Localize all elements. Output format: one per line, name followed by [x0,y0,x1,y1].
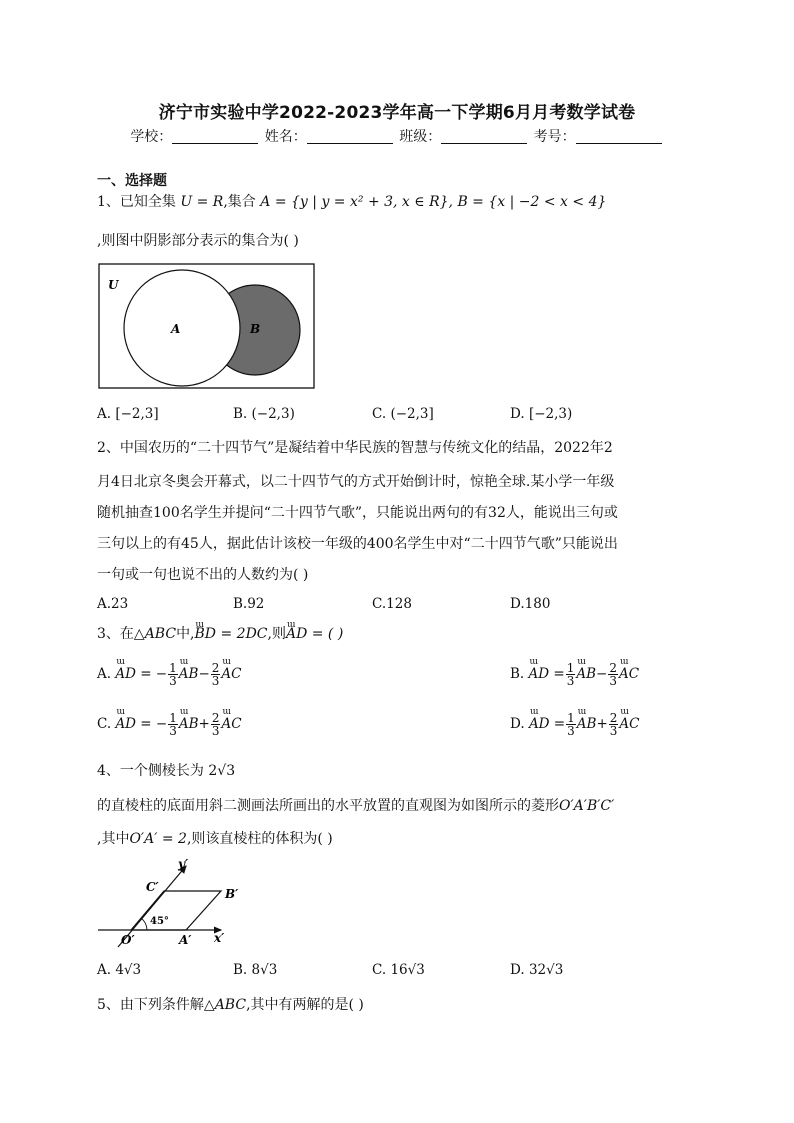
q4-edge-length: 2√3 [208,763,236,779]
class-label: 班级： [399,129,442,145]
q3-triangle: △ABC [133,626,177,642]
q3-option-a[interactable]: A. ɯ AD = − $\frac{1}{3}$ ɯ AB− $\frac{2}{3}$ ɯ AC [97,662,241,687]
page-title: 济宁市实验中学2022-2023学年高一下学期6月月考数学试卷 [158,103,636,123]
q4-rhombus-name: O′A′B′C′ [559,798,615,814]
q2-line-3: 随机抽查100名学生并提问“二十四节气歌”，只能说出两句的有32人，能说出三句或 [97,505,618,521]
q3-option-d[interactable]: D. ɯ AD = $\frac{1}{3}$ ɯ AB+ $\frac{2}{3}$ ɯ AC [510,712,639,737]
name-blank [307,129,393,144]
q1-text-a: 已知全集 [119,194,176,210]
q2-option-c[interactable]: C.128 [372,596,412,612]
q1-set-b: , B = {x | −2 < x < 4} [448,194,607,210]
q1-stem [97,193,606,211]
q4-line-3: ,其中O′A′ = 2,则该直棱柱的体积为( ) [97,831,333,847]
q4-option-d[interactable]: D. 32√3 [510,962,564,978]
q4-given-length: O′A′ = 2 [129,831,187,847]
q1-option-c[interactable]: C. (−2,3] [372,406,434,422]
q2-line-1: 2、中国农历的“二十四节气”是凝结着中华民族的智慧与传统文化的结晶，2022年2 [97,440,613,456]
q1-set-a: A = {y | y = x² + 3, x ∈ R} [260,194,449,210]
label-o: O′ [121,933,135,947]
q1-number: 1、 [97,194,120,210]
q4-option-a[interactable]: A. 4√3 [97,962,142,978]
q4-line-2: 的直棱柱的底面用斜二测画法所画出的水平放置的直观图为如图所示的菱形O′A′B′C′ [97,798,615,814]
label-angle: 45° [150,916,169,927]
venn-label-u: U [108,278,119,292]
q1-text-b: ,集合 [223,194,256,210]
q1-option-a[interactable]: A. [−2,3] [97,406,159,422]
q1-option-d[interactable]: D. [−2,3) [510,406,573,422]
label-a: A′ [179,933,192,947]
q1-universal-set: U = R [180,194,224,210]
q3-option-b[interactable]: B. ɯ AD = $\frac{1}{3}$ ɯ AB− $\frac{2}{3}$ ɯ AC [510,662,639,687]
q3-option-c[interactable]: C. ɯ AD = − $\frac{1}{3}$ ɯ AB+ $\frac{2}{3}$ ɯ AC [97,712,242,737]
label-b: B′ [225,887,239,901]
set-a-circle [124,270,240,386]
q2-option-b[interactable]: B.92 [233,596,265,612]
q2-line-4: 三句以上的有45人，据此估计该校一年级的400名学生中对“二十四节气歌”只能说出 [97,536,618,552]
q5-stem: 5、由下列条件解△ABC,其中有两解的是( ) [97,997,364,1013]
rhombus-shape [131,891,221,930]
q1-option-b[interactable]: B. (−2,3) [233,406,295,422]
number-label: 考号： [533,129,576,145]
student-info-line [0,126,794,146]
label-y-axis: y′ [178,857,189,871]
q4-option-b[interactable]: B. 8√3 [233,962,278,978]
school-label: 学校： [130,129,173,145]
q2-option-d[interactable]: D.180 [510,596,551,612]
q1-line2: ,则图中阴影部分表示的集合为( ) [97,233,299,249]
q2-option-a[interactable]: A.23 [97,596,129,612]
q2-line-5: 一句或一句也说不出的人数约为( ) [97,567,309,583]
q4-option-c[interactable]: C. 16√3 [372,962,425,978]
class-blank [441,129,527,144]
q4-line-1: 4、一个侧棱长为 2√3 [97,763,236,779]
angle-arc [141,918,147,930]
q2-line-2: 月4日北京冬奥会开幕式，以二十四节气的方式开始倒计时，惊艳全球.某小学一年级 [97,474,615,490]
name-label: 姓名： [264,129,307,145]
label-c: C′ [146,880,159,894]
q3-ask: ɯ AD = ( ) [286,625,343,643]
school-blank [172,129,258,144]
label-x-axis: x′ [214,931,225,945]
rhombus-figure [96,856,241,951]
q3-stem: 3、在△ABC中,ɯ BD = 2DC,则ɯ AD = ( ) [97,625,343,643]
section-heading: 一、选择题 [97,173,167,189]
q5-triangle: △ABC [203,997,247,1013]
venn-diagram [98,263,316,391]
venn-label-b: B [250,322,261,336]
q3-condition: ɯ BD = 2DC [195,625,268,643]
number-blank [576,129,662,144]
venn-label-a: A [171,322,181,336]
